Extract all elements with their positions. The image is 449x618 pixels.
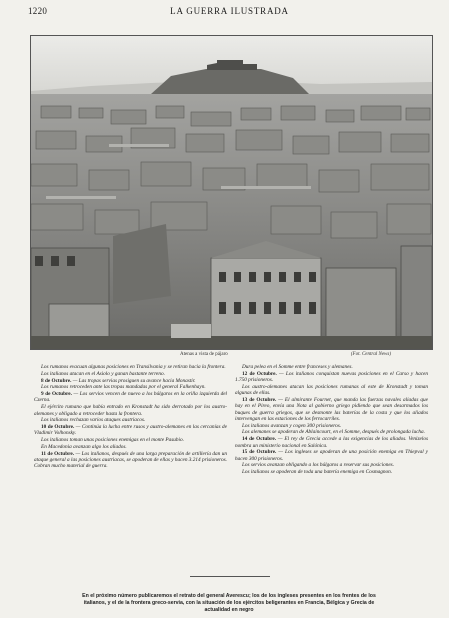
- magazine-title: LA GUERRA ILUSTRADA: [170, 6, 289, 16]
- news-paragraph: [235, 364, 428, 370]
- news-text: — Los italianos conquistan nuevas posiciones en el Carso y hacen 1.750 prisioneros.: [235, 370, 428, 384]
- news-paragraph: [34, 378, 227, 384]
- news-paragraph: [235, 429, 428, 435]
- news-text: Los italianos toman unas posiciones enemigas en el monte Pasubio.: [41, 437, 184, 444]
- news-text: Los austro-alemanes atacan las posiciones rumanas al este de Kronstadt y toman algunas de ellas.: [235, 383, 428, 397]
- news-text: — Los servios vencen de nuevo a los búlgaros en la orilla izquierda del Czerna.: [34, 391, 227, 404]
- news-paragraph: [34, 444, 227, 450]
- right-column: [235, 364, 428, 476]
- news-text: Dura pelea en el Somme entre franceses y alemanes.: [242, 364, 353, 370]
- news-paragraph: [235, 436, 428, 449]
- news-paragraph: [34, 364, 227, 370]
- news-paragraph: [235, 371, 428, 384]
- news-text: — Las tropas servias prosiguen su avance hacia Monastir.: [71, 377, 196, 384]
- news-paragraph: [34, 384, 227, 390]
- news-text: Los italianos rechazan varios ataques austriacos.: [41, 417, 146, 424]
- news-text: Los italianos atacan en el Asiolo y ganan bastante terreno.: [41, 370, 165, 377]
- news-date: 13 de Octubre.: [242, 396, 277, 403]
- news-paragraph: [34, 391, 227, 404]
- news-date: 14 de Octubre.: [242, 436, 277, 443]
- footer-line-1: En el próximo número publicaremos el retrato del general Averescu; los de los ingleses presentes en los frentes de los: [82, 593, 376, 599]
- news-date: 10 de Octubre.: [41, 424, 75, 431]
- news-date: 15 de Octubre.: [242, 449, 277, 456]
- page-header: [28, 6, 431, 18]
- section-divider: [190, 576, 270, 577]
- news-paragraph: [34, 417, 227, 423]
- caption-title: Atenas a vista de pájaro: [180, 352, 228, 357]
- news-text: Los alemanes se apoderan de Ablaincourt, en el Somme, después de prolongada lucha.: [242, 429, 425, 436]
- news-text: — El almirante Fournet, que manda las fuerzas navales aliadas que hay en el Pireo, envía una Nota al gobierno griego pidiendo que sean desarmados los buques de guerra griegos, que se desmonte las baterías de la costa y que los aliados intervengan en las estaciones de los ferrocarriles.: [235, 396, 428, 422]
- news-paragraph: [235, 469, 428, 475]
- news-paragraph: [235, 423, 428, 429]
- news-paragraph: [34, 437, 227, 443]
- news-paragraph: [34, 404, 227, 417]
- news-text: El ejército rumano que había entrado en Kronstadt ha sido derrotado por los austro-alemanes y obligado a retroceder hasta la frontera.: [34, 404, 227, 417]
- athens-aerial-photo: [30, 35, 433, 350]
- news-text: Los rumanos retroceden ante las tropas mandadas por el general Falkenhayn.: [41, 384, 206, 391]
- athens-photo-illustration: [31, 36, 432, 349]
- news-paragraph: [34, 451, 227, 470]
- news-date: 8 de Octubre.: [41, 377, 72, 384]
- news-paragraph: [235, 449, 428, 462]
- news-text: — Los ingleses se apoderan de una posición enemiga en Thiepval y hacen 300 prisioneros.: [235, 449, 428, 462]
- news-date: 11 de Octubre.: [41, 450, 75, 457]
- news-text: — Los italianos, después de una larga preparación de artillería dan un ataque general a las posiciones austriacas, se apoderan de ellas y hacen 3.214 prisioneros. Cobran mucho material de guerra.: [34, 450, 227, 470]
- news-date: 9 de Octubre.: [41, 391, 72, 398]
- left-column: [34, 364, 227, 470]
- footer-notice: [30, 593, 428, 613]
- news-paragraph: [235, 462, 428, 468]
- news-paragraph: [34, 371, 227, 377]
- news-text: Los servios avanzan obligando a los búlgaros a reservar sus posiciones.: [242, 462, 395, 469]
- footer-line-2: italianos, y el de la frontera greco-servia, con la situación de los ejércitos beligerantes en Francia, Bélgica y Grecia de: [83, 599, 375, 606]
- news-text: En Macedonia avanzan algo los aliados.: [41, 444, 127, 451]
- news-text: — Continúa la lucha entre rusos y austro-alemanes en las cercanías de Vladimir Volhonsky.: [34, 424, 227, 437]
- footer-line-3: actualidad en negro: [204, 606, 254, 613]
- news-date: 12 de Octubre.: [242, 370, 277, 377]
- news-paragraph: [235, 384, 428, 397]
- news-paragraph: [235, 397, 428, 422]
- news-text: — El rey de Grecia accede a las exigencias de los aliados. Venizelos nombra un ministerio nacional en Salónica.: [235, 436, 428, 449]
- news-text: Los italianos se apoderan de toda una batería enemiga en Cosmagnon.: [242, 469, 393, 476]
- news-text: Los italianos avanzan y cogen 300 prisioneros.: [242, 422, 342, 429]
- page-number: 1220: [28, 6, 48, 16]
- news-paragraph: [34, 424, 227, 437]
- photo-credit: (Fot. Central News): [350, 352, 391, 357]
- news-text: Los rumanos evacuan algunas posiciones en Transilvania y se retiran hacia la frontera.: [41, 364, 226, 370]
- photo-caption: [30, 351, 431, 360]
